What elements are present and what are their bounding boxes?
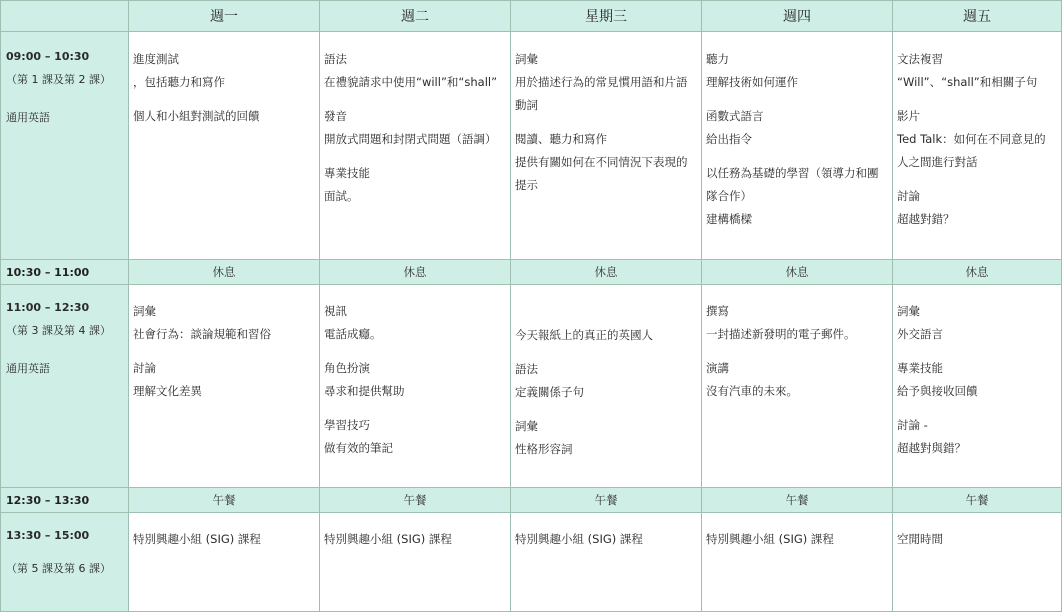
line-spacer (515, 117, 697, 128)
cell-text: 特別興趣小組 (SIG) 課程 (133, 532, 261, 546)
line-spacer (133, 346, 315, 357)
cell-line: 閱讀、聽力和寫作 (515, 132, 607, 146)
line-spacer (897, 174, 1057, 185)
cell-mon-session-2 (129, 285, 320, 488)
cell-line: 以任務為基礎的學習（領導力和團 (706, 166, 879, 180)
line-spacer (324, 94, 506, 105)
cell-line: 發音 (324, 109, 347, 123)
cell-line: 理解文化差異 (133, 384, 202, 398)
day-header-mon: 週一 (129, 1, 320, 32)
break-row (1, 260, 1062, 285)
time-cell-session-3 (1, 513, 129, 612)
cell-line: 影片 (897, 109, 920, 123)
cell-line: 討論 (133, 361, 156, 375)
cell-fri-session-1 (893, 32, 1062, 260)
cell-line: 外交語言 (897, 327, 943, 341)
cell-line: Ted Talk：如何在不同意見的 (897, 132, 1046, 146)
cell-text: 空閒時間 (897, 532, 943, 546)
line-spacer (324, 346, 506, 357)
line-spacer (706, 346, 888, 357)
session-row-2 (1, 285, 1062, 488)
day-header-tue: 週二 (320, 1, 511, 32)
cell-line: 超越對錯？ (897, 212, 955, 226)
day-header-fri: 週五 (893, 1, 1062, 32)
cell-thu-session-3 (702, 513, 893, 612)
cell-line: 進度測試 (133, 52, 179, 66)
cell-line: 建構橋樑 (706, 212, 752, 226)
lessons-label: （第 5 課及第 6 課） (6, 562, 111, 575)
cell-line: 討論 (897, 189, 920, 203)
break-label-fri: 休息 (893, 260, 1062, 285)
cell-line: 提示 (515, 178, 538, 192)
line-spacer (897, 346, 1057, 357)
time-cell-session-2 (1, 285, 129, 488)
cell-line: 隊合作） (706, 189, 752, 203)
break-label-mon: 休息 (129, 260, 320, 285)
line-spacer (324, 151, 506, 162)
cell-line: 性格形容詞 (515, 442, 573, 456)
cell-mon-session-3 (129, 513, 320, 612)
lunch-label-fri: 午餐 (893, 488, 1062, 513)
lunch-label-wed: 午餐 (511, 488, 702, 513)
cell-line: 詞彙 (515, 419, 538, 433)
cell-wed-session-2 (511, 285, 702, 488)
cell-wed-session-1 (511, 32, 702, 260)
cell-line: 今天報紙上的真正的英國人 (515, 328, 653, 342)
session-row-1 (1, 32, 1062, 260)
cell-line: 語法 (324, 52, 347, 66)
cell-wed-session-3 (511, 513, 702, 612)
corner-cell (1, 1, 129, 32)
cell-line: 個人和小組對測試的回饋 (133, 109, 260, 123)
cell-fri-session-3 (893, 513, 1062, 612)
cell-line: 聽力 (706, 52, 729, 66)
cell-line: 視訊 (324, 304, 347, 318)
lessons-label: （第 1 課及第 2 課） (6, 73, 111, 86)
cell-line: 面試。 (324, 189, 359, 203)
lessons-label: （第 3 課及第 4 課） (6, 324, 111, 337)
cell-thu-session-1 (702, 32, 893, 260)
cell-thu-session-2 (702, 285, 893, 488)
cell-line: 撰寫 (706, 304, 729, 318)
cell-line: 做有效的筆記 (324, 441, 393, 455)
cell-line: “Will”、“shall”和相關子句 (897, 75, 1038, 89)
cell-line: 學習技巧 (324, 418, 370, 432)
cell-tue-session-2 (320, 285, 511, 488)
course-label: 通用英語 (6, 111, 50, 124)
cell-line: 開放式問題和封閉式問題（語調） (324, 132, 497, 146)
cell-text: 特別興趣小組 (SIG) 課程 (324, 532, 452, 546)
time-label: 09:00 – 10:30 (6, 50, 90, 63)
line-spacer (706, 94, 888, 105)
line-spacer (133, 94, 315, 105)
break-label-tue: 休息 (320, 260, 511, 285)
cell-line: 超越對與錯？ (897, 441, 966, 455)
time-cell-session-1 (1, 32, 129, 260)
cell-line: 專業技能 (324, 166, 370, 180)
session-row-3 (1, 513, 1062, 612)
break-time: 10:30 – 11:00 (1, 260, 129, 285)
cell-fri-session-2 (893, 285, 1062, 488)
cell-line: 專業技能 (897, 361, 943, 375)
time-label: 11:00 – 12:30 (6, 301, 90, 314)
line-spacer (324, 403, 506, 414)
cell-line: 一封描述新發明的電子郵件。 (706, 327, 856, 341)
cell-line: 文法複習 (897, 52, 943, 66)
cell-line: 提供有關如何在不同情況下表現的 (515, 155, 688, 169)
cell-line: 詞彙 (515, 52, 538, 66)
cell-line: ，包括聽力和寫作 (133, 75, 225, 89)
cell-line: 社會行為：談論規範和習俗 (133, 327, 271, 341)
cell-tue-session-3 (320, 513, 511, 612)
cell-line: 動詞 (515, 98, 538, 112)
cell-text: 特別興趣小組 (SIG) 課程 (515, 532, 643, 546)
cell-line: 演講 (706, 361, 729, 375)
lunch-label-mon: 午餐 (129, 488, 320, 513)
course-label: 通用英語 (6, 362, 50, 375)
cell-line: 角色扮演 (324, 361, 370, 375)
lunch-time: 12:30 – 13:30 (1, 488, 129, 513)
cell-line: 理解技術如何運作 (706, 75, 798, 89)
lunch-row (1, 488, 1062, 513)
line-spacer (515, 404, 697, 415)
cell-line: 詞彙 (897, 304, 920, 318)
cell-line: 尋求和提供幫助 (324, 384, 405, 398)
cell-line: 在禮貌請求中使用“will”和“shall” (324, 75, 498, 89)
cell-line: 給予與接收回饋 (897, 384, 978, 398)
cell-text: 特別興趣小組 (SIG) 課程 (706, 532, 834, 546)
lunch-label-thu: 午餐 (702, 488, 893, 513)
cell-line: 用於描述行為的常見慣用語和片語 (515, 75, 688, 89)
line-spacer (897, 403, 1057, 414)
cell-line: 語法 (515, 362, 538, 376)
time-label: 13:30 – 15:00 (6, 529, 90, 542)
header-row (1, 1, 1062, 32)
cell-line: 給出指令 (706, 132, 752, 146)
lunch-label-tue: 午餐 (320, 488, 511, 513)
cell-line: 函數式語言 (706, 109, 764, 123)
break-label-wed: 休息 (511, 260, 702, 285)
cell-line: 詞彙 (133, 304, 156, 318)
line-spacer (706, 151, 888, 162)
line-spacer (897, 94, 1057, 105)
day-header-wed: 星期三 (511, 1, 702, 32)
line-spacer (515, 347, 697, 358)
cell-line: 人之間進行對話 (897, 155, 978, 169)
break-label-thu: 休息 (702, 260, 893, 285)
cell-mon-session-1 (129, 32, 320, 260)
cell-line: 沒有汽車的未來。 (706, 384, 798, 398)
cell-line: 定義關係子句 (515, 385, 584, 399)
cell-line: 討論 - (897, 418, 928, 432)
cell-tue-session-1 (320, 32, 511, 260)
cell-line: 電話成癮。 (324, 327, 382, 341)
day-header-thu: 週四 (702, 1, 893, 32)
